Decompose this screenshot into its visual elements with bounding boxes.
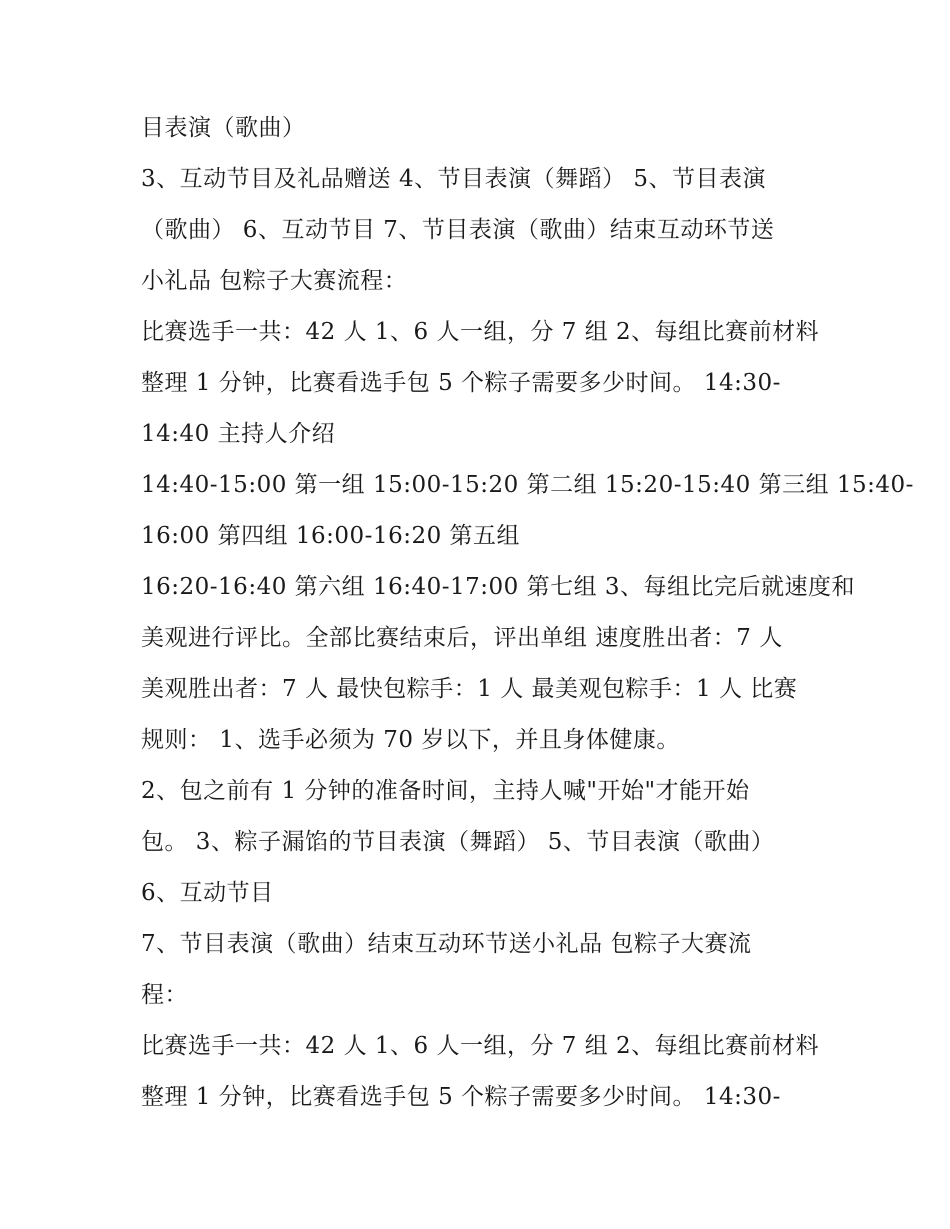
text-line: 7、节目表演（歌曲）结束互动环节送小礼品 包粽子大赛流 xyxy=(141,931,752,957)
text-line: 3、互动节目及礼品赠送 4、节目表演（舞蹈） 5、节目表演 xyxy=(141,166,767,192)
text-line: 14:40 主持人介绍 xyxy=(141,421,336,447)
text-line: 整理 1 分钟，比赛看选手包 5 个粽子需要多少时间。 14:30- xyxy=(141,1084,781,1110)
text-line: （歌曲） 6、互动节目 7、节目表演（歌曲）结束互动环节送 xyxy=(141,217,775,243)
text-line: 比赛选手一共：42 人 1、6 人一组，分 7 组 2、每组比赛前材料 xyxy=(141,1033,820,1059)
text-line: 比赛选手一共：42 人 1、6 人一组，分 7 组 2、每组比赛前材料 xyxy=(141,319,820,345)
text-line: 美观进行评比。全部比赛结束后，评出单组 速度胜出者：7 人 xyxy=(141,625,783,651)
text-line: 6、互动节目 xyxy=(141,880,274,906)
text-line: 程： xyxy=(141,982,188,1008)
text-line: 16:00 第四组 16:00-16:20 第五组 xyxy=(141,523,521,549)
text-line: 2、包之前有 1 分钟的准备时间，主持人喊"开始"才能开始 xyxy=(141,778,750,804)
text-line: 小礼品 包粽子大赛流程： xyxy=(141,268,408,294)
text-line: 包。 3、粽子漏馅的节目表演（舞蹈） 5、节目表演（歌曲） xyxy=(141,829,775,855)
text-line: 16:20-16:40 第六组 16:40-17:00 第七组 3、每组比完后就速度和 xyxy=(141,574,856,600)
text-line: 美观胜出者：7 人 最快包粽手：1 人 最美观包粽手：1 人 比赛 xyxy=(141,676,798,702)
text-line: 14:40-15:00 第一组 15:00-15:20 第二组 15:20-15:40 第三组 15:40- xyxy=(141,472,914,498)
text-line: 整理 1 分钟，比赛看选手包 5 个粽子需要多少时间。 14:30- xyxy=(141,370,781,396)
text-line: 目表演（歌曲） xyxy=(141,115,306,141)
text-line: 规则： 1、选手必须为 70 岁以下，并且身体健康。 xyxy=(141,727,680,753)
